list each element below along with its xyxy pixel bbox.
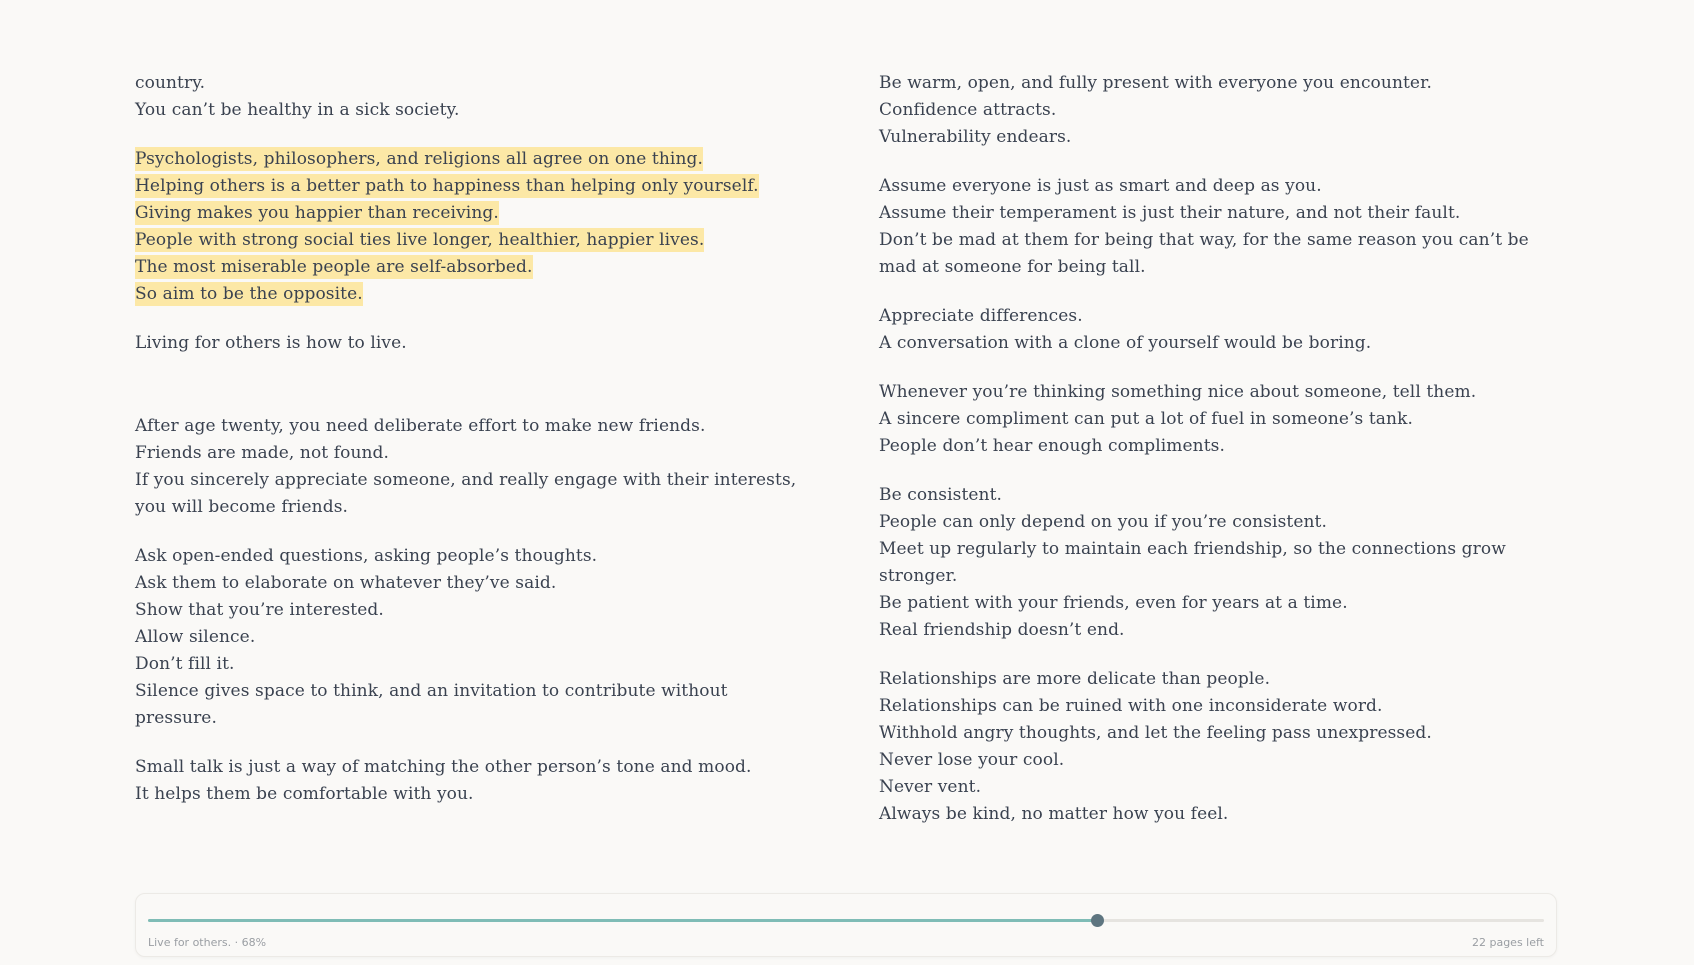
text-line: Ask open-ended questions, asking people’s thoughts. (135, 546, 598, 566)
text-line: Meet up regularly to maintain each friendship, so the connections grow stronger. (879, 539, 1506, 586)
highlight-line[interactable] (135, 254, 815, 281)
text-line: Whenever you’re thinking something nice about someone, tell them. (879, 382, 1477, 402)
paragraph (135, 70, 815, 124)
text-line: Real friendship doesn’t end. (879, 620, 1125, 640)
text-line: Assume their temperament is just their nature, and not their fault. (879, 203, 1461, 223)
text-line: Always be kind, no matter how you feel. (879, 804, 1229, 824)
text-line: Don’t fill it. (135, 654, 235, 674)
highlight-text[interactable]: Helping others is a better path to happiness than helping only yourself. (135, 176, 759, 196)
text-line: Be consistent. (879, 485, 1003, 505)
pages-left-label: 22 pages left (1471, 936, 1544, 949)
text-line: country. (135, 73, 206, 93)
text-line: Assume everyone is just as smart and deep as you. (879, 176, 1322, 196)
section-break (135, 379, 815, 413)
text-line: Small talk is just a way of matching the other person’s tone and mood. (135, 757, 752, 777)
text-line: Be patient with your friends, even for years at a time. (879, 593, 1348, 613)
progress-track[interactable] (148, 919, 1544, 922)
paragraph (879, 303, 1559, 357)
text-line: Vulnerability endears. (879, 127, 1072, 147)
highlighted-passage[interactable] (135, 146, 815, 308)
reading-progress-bar (135, 893, 1557, 957)
highlight-line[interactable] (135, 146, 815, 173)
text-line: People don’t hear enough compliments. (879, 436, 1225, 456)
highlight-line[interactable] (135, 281, 815, 308)
progress-fill (148, 919, 1097, 922)
highlight-text[interactable]: Psychologists, philosophers, and religions all agree on one thing. (135, 149, 703, 169)
text-line: Appreciate differences. (879, 306, 1083, 326)
text-line: A conversation with a clone of yourself would be boring. (879, 333, 1372, 353)
chapter-progress-label: Live for others. · 68% (148, 936, 267, 949)
paragraph (135, 754, 815, 808)
text-line: Never vent. (879, 777, 982, 797)
text-line: Silence gives space to think, and an invitation to contribute without pressure. (135, 681, 728, 728)
text-line: Friends are made, not found. (135, 443, 390, 463)
text-line: You can’t be healthy in a sick society. (135, 100, 460, 120)
text-line: Withhold angry thoughts, and let the feeling pass unexpressed. (879, 723, 1432, 743)
highlight-text[interactable]: So aim to be the opposite. (135, 284, 363, 304)
highlight-text[interactable]: People with strong social ties live longer, healthier, happier lives. (135, 230, 705, 250)
paragraph (879, 482, 1559, 644)
text-line: After age twenty, you need deliberate effort to make new friends. (135, 416, 706, 436)
paragraph (879, 666, 1559, 828)
text-line: A sincere compliment can put a lot of fuel in someone’s tank. (879, 409, 1413, 429)
highlight-text[interactable]: The most miserable people are self-absorbed. (135, 257, 533, 277)
paragraph (879, 173, 1559, 281)
progress-handle[interactable] (1091, 914, 1104, 927)
left-page-column (135, 70, 815, 830)
text-line: Be warm, open, and fully present with everyone you encounter. (879, 73, 1432, 93)
text-line: Relationships are more delicate than people. (879, 669, 1271, 689)
highlight-line[interactable] (135, 227, 815, 254)
text-line: It helps them be comfortable with you. (135, 784, 474, 804)
paragraph (135, 413, 815, 521)
highlight-text[interactable]: Giving makes you happier than receiving. (135, 203, 499, 223)
paragraph (879, 379, 1559, 460)
paragraph (135, 330, 815, 357)
text-line: If you sincerely appreciate someone, and really engage with their interests, you will become friends. (135, 470, 797, 517)
text-line: Don’t be mad at them for being that way, for the same reason you can’t be mad at someone for being tall. (879, 230, 1529, 277)
text-line: Ask them to elaborate on whatever they’ve said. (135, 573, 557, 593)
right-page-column (879, 70, 1559, 850)
highlight-line[interactable] (135, 200, 815, 227)
paragraph (135, 543, 815, 732)
text-line: Show that you’re interested. (135, 600, 384, 620)
highlight-line[interactable] (135, 173, 815, 200)
text-line: Never lose your cool. (879, 750, 1065, 770)
text-line: Living for others is how to live. (135, 333, 407, 353)
paragraph (879, 70, 1559, 151)
text-line: People can only depend on you if you’re consistent. (879, 512, 1327, 532)
text-line: Confidence attracts. (879, 100, 1057, 120)
text-line: Relationships can be ruined with one inconsiderate word. (879, 696, 1383, 716)
text-line: Allow silence. (135, 627, 256, 647)
